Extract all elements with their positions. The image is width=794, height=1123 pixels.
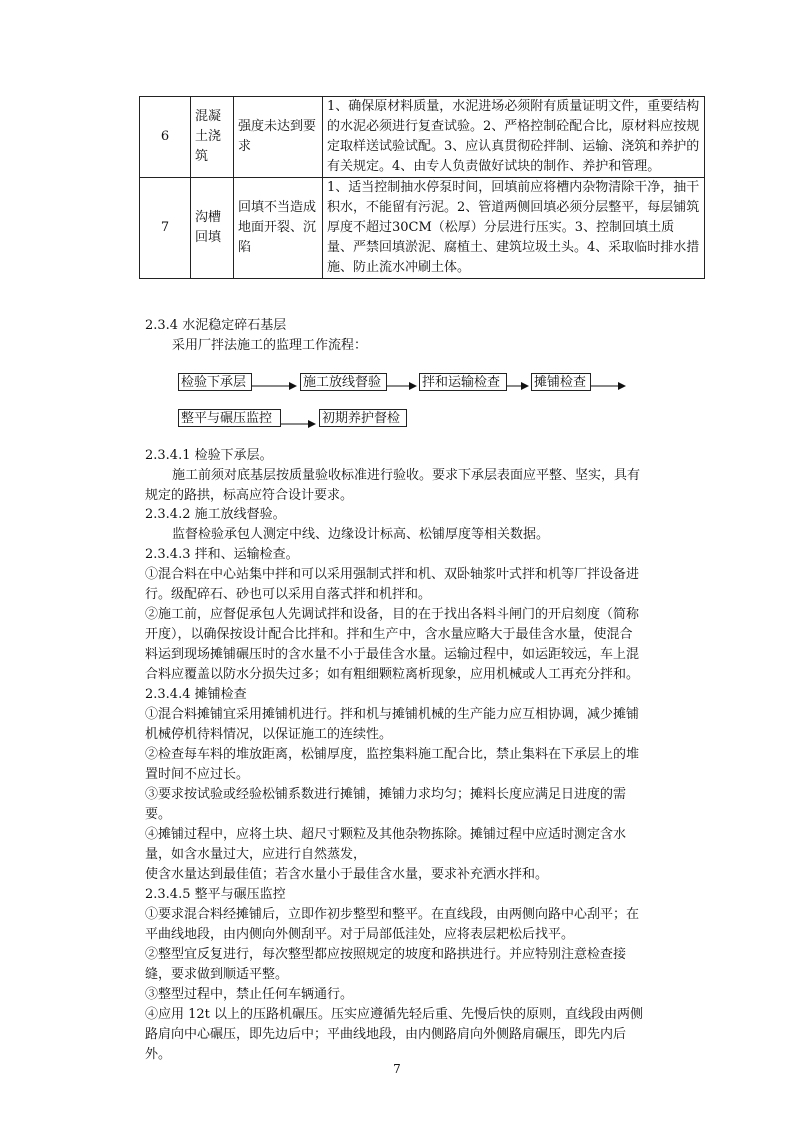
section-intro: 采用厂拌法施工的监理工作流程： (172, 338, 368, 353)
subsection-heading: 2.3.4.2 施工放线督验。 (145, 507, 286, 522)
body-text-line: 要。 (145, 807, 172, 822)
body-text-line: ④应用 12t 以上的压路机碾压。压实应遵循先轻后重、先慢后快的原则，直线段由两侧 (145, 1007, 644, 1022)
body-text-line: ④摊铺过程中，应将土块、超尺寸颗粒及其他杂物拣除。摊铺过程中应适时测定含水 (145, 827, 627, 842)
body-text-line: ①混合料摊铺宜采用摊铺机进行。拌和机与摊铺机械的生产能力应互相协调，减少摊铺 (145, 707, 640, 722)
body-text-line: 使含水量达到最佳值；若含水量小于最佳含水量，要求补充洒水拌和。 (145, 867, 549, 882)
body-text-line: ①要求混合料经摊铺后，立即作初步整型和整平。在直线段，由两侧向路中心刮平；在 (145, 907, 640, 922)
flow-step-leveling-compaction: 整平与碾压监控 (178, 409, 281, 427)
prevention-measures: 1、确保原材料质量，水泥进场必须附有质量证明文件，重要结构的水泥必须进行复查试验。2、严格控制砼配合比，原材料应按规定取样送试验试配。3、应认真贯彻砼拌制、运输、浇筑和养护的有关规定。4、由专人负责做好试块的制作、养护和管理。 (323, 97, 705, 178)
flow-step-inspect-base: 检验下承层 (178, 373, 252, 391)
row-number: 7 (140, 178, 191, 279)
page-number: 7 (393, 1062, 401, 1076)
flow-step-curing: 初期养护督检 (319, 409, 407, 427)
flow-step-mix-transport: 拌和运输检查 (419, 373, 507, 391)
body-text-line: 路肩向中心碾压，即先边后中；平曲线地段，由内侧路肩向外侧路肩碾压，即先内后 (145, 1027, 627, 1042)
body-text-line: 外。 (145, 1047, 172, 1062)
subsection-heading: 2.3.4.1 检验下承层。 (145, 448, 273, 463)
body-text-line: 置时间不应过长。 (145, 767, 250, 782)
flow-step-layout-check: 施工放线督验 (300, 373, 387, 391)
issue-description: 回填不当造成地面开裂、沉陷 (234, 178, 323, 279)
body-text-line: 施工前须对底基层按质量验收标准进行验收。要求下承层表面应平整、坚实，具有 (172, 468, 641, 483)
body-text-line: 开度），以确保按设计配合比拌和。拌和生产中，含水量应略大于最佳含水量，使混合 (145, 627, 633, 642)
body-text-line: 规定的路拱，标高应符合设计要求。 (145, 488, 354, 503)
body-text-line: 缝，要求做到顺适平整。 (145, 967, 289, 982)
subsection-heading: 2.3.4.4 摊铺检查 (145, 687, 247, 702)
body-text-line: 合料应覆盖以防水分损失过多；如有粗细颗粒离析现象，应用机械或人工再充分拌和。 (145, 667, 640, 682)
row-number: 6 (140, 97, 191, 178)
body-text-line: ②整型宜反复进行，每次整型都应按照规定的坡度和路拱进行。并应特别注意检查接 (145, 947, 627, 962)
body-text-line: ③整型过程中，禁止任何车辆通行。 (145, 987, 354, 1002)
item-name: 混凝土浇筑 (191, 97, 234, 178)
body-text-line: ②施工前，应督促承包人先调试拌和设备，目的在于找出各料斗闸门的开启刻度（简称 (145, 607, 640, 622)
body-text-line: ①混合料在中心站集中拌和可以采用强制式拌和机、双卧轴浆叶式拌和机等厂拌设备进 (145, 567, 640, 582)
body-text-line: 行。级配碎石、砂也可以采用自落式拌和机拌和。 (145, 587, 432, 602)
body-text-line: 料运到现场摊铺碾压时的含水量不小于最佳含水量。运输过程中，如运距较远，车上混 (145, 647, 640, 662)
body-text-line: 量，如含水量过大，应进行自然蒸发， (145, 847, 367, 862)
body-text-line: ③要求按试验或经验松铺系数进行摊铺，摊铺力求均匀；摊料长度应满足日进度的需 (145, 787, 627, 802)
section-heading: 2.3.4 水泥稳定碎石基层 (145, 318, 287, 333)
body-text-line: ②检查每车料的堆放距离，松铺厚度，监控集料施工配合比，禁止集料在下承层上的堆 (145, 747, 640, 762)
subsection-heading: 2.3.4.3 拌和、运输检查。 (145, 547, 299, 562)
body-text-line: 监督检验承包人测定中线、边缘设计标高、松铺厚度等相关数据。 (172, 527, 550, 542)
issue-description: 强度未达到要求 (234, 97, 323, 178)
item-name: 沟槽回填 (191, 178, 234, 279)
body-text-line: 平曲线地段，由内侧向外侧刮平。对于局部低洼处，应将表层耙松后找平。 (145, 927, 575, 942)
body-text-line: 机械停机待料情况，以保证施工的连续性。 (145, 727, 393, 742)
flow-step-paving: 摊铺检查 (531, 373, 591, 391)
prevention-measures: 1、适当控制抽水停泵时间，回填前应将槽内杂物清除干净，抽干积水，不能留有污泥。2、管道两侧回填必须分层整平，每层铺筑厚度不超过30CM（松厚）分层进行压实。3、控制回填土质量、严禁回填淤泥、腐植土、建筑垃圾土头。4、采取临时排水措施、防止流水冲刷土体。 (323, 178, 705, 279)
subsection-heading: 2.3.4.5 整平与碾压监控 (145, 887, 286, 902)
